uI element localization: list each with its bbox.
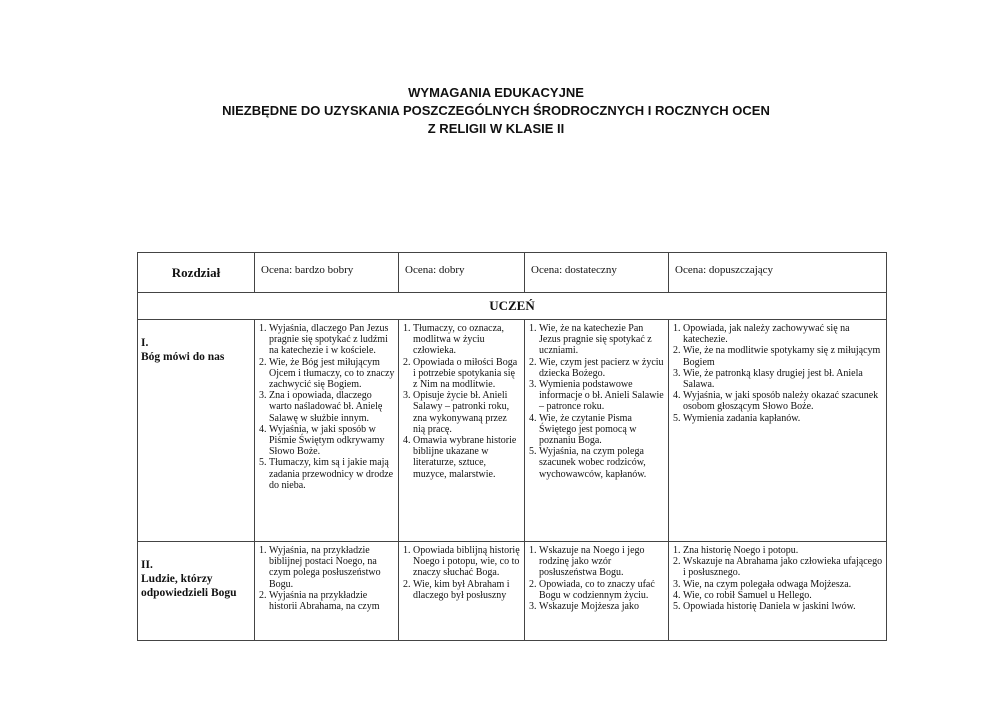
- item-number: 5.: [673, 601, 681, 613]
- item-number: 3.: [259, 390, 267, 402]
- item-number: 5.: [259, 457, 267, 469]
- subheader-student: UCZEŃ: [138, 293, 887, 320]
- item-number: 2.: [673, 345, 681, 357]
- item-text: Wie, że na katechezie Pan Jezus pragnie się spotykać z uczniami.: [539, 323, 652, 357]
- item-number: 2.: [259, 356, 267, 368]
- item-text: Wskazuje Mojżesza jako: [539, 601, 639, 613]
- item-number: 3.: [673, 578, 681, 590]
- requirement-list: [669, 542, 886, 615]
- item-number: 3.: [529, 379, 537, 391]
- item-text: Wyjaśnia, dlaczego Pan Jezus pragnie się spotykać z ludźmi na katechezie i w kościele.: [269, 323, 389, 357]
- requirement-list: [255, 320, 398, 494]
- item-number: 2.: [529, 578, 537, 590]
- list-item: [529, 357, 665, 379]
- item-text: Wie, czym jest pacierz w życiu dziecka Bożego.: [539, 356, 664, 379]
- requirements-table: [137, 252, 887, 641]
- list-item: [673, 579, 883, 590]
- document-title: [0, 84, 992, 138]
- list-item: [259, 457, 395, 491]
- item-text: Wie, co robił Samuel u Hellego.: [683, 589, 812, 601]
- grade-cell-acceptable: [669, 542, 887, 641]
- item-text: Wie, kim był Abraham i dlaczego był posłuszny: [413, 578, 510, 601]
- grade-cell-good: [399, 320, 525, 542]
- header-grade-good: Ocena: dobry: [399, 253, 525, 293]
- item-text: Wyjaśnia na przykładzie historii Abrahama, na czym: [269, 589, 380, 613]
- item-number: 5.: [673, 412, 681, 424]
- grade-cell-sufficient: [525, 542, 669, 641]
- item-number: 4.: [403, 435, 411, 447]
- item-text: Wyjaśnia, w jaki sposób w Piśmie Świętym odkrywamy Słowo Boże.: [269, 423, 385, 458]
- item-number: 3.: [673, 367, 681, 379]
- item-number: 2.: [673, 556, 681, 568]
- list-item: [529, 545, 665, 579]
- header-grade-very-good: Ocena: bardzo bobry: [255, 253, 399, 293]
- item-text: Wskazuje na Noego i jego rodzinę jako wzór posłuszeństwa Bogu.: [539, 545, 645, 579]
- item-text: Wyjaśnia, w jaki sposób należy okazać szacunek osobom głoszącym Słowo Boże.: [683, 390, 879, 413]
- list-item: [259, 545, 395, 590]
- list-item: [403, 357, 521, 391]
- grade-cell-very-good: [255, 320, 399, 542]
- grade-cell-good: [399, 542, 525, 641]
- title-line-1: WYMAGANIA EDUKACYJNE: [408, 85, 584, 100]
- item-text: Wie, na czym polegała odwaga Mojżesza.: [683, 578, 852, 590]
- list-item: [529, 413, 665, 447]
- item-text: Zna i opowiada, dlaczego warto naśladować bł. Anielę Salawę w służbie innym.: [269, 390, 383, 424]
- item-text: Opisuje życie bł. Anieli Salawy – patronki roku, zna wykonywaną przez nią pracę.: [413, 390, 510, 435]
- item-text: Opowiada historię Daniela w jaskini lwów.: [683, 601, 856, 613]
- item-number: 4.: [673, 589, 681, 601]
- list-item: [673, 413, 883, 424]
- list-item: [529, 379, 665, 413]
- list-item: [529, 601, 665, 612]
- requirement-list: [255, 542, 398, 615]
- item-text: Wymienia podstawowe informacje o bł. Anieli Salawie – patronce roku.: [539, 379, 664, 413]
- item-number: 1.: [673, 323, 681, 334]
- item-number: 5.: [529, 446, 537, 458]
- item-text: Wie, że czytanie Pisma Świętego jest pomocą w poznaniu Boga.: [539, 412, 637, 447]
- list-item: [403, 435, 521, 480]
- item-number: 2.: [403, 356, 411, 368]
- list-item: [259, 390, 395, 424]
- table-row: [138, 320, 887, 542]
- header-grade-acceptable: Ocena: dopuszczający: [669, 253, 887, 293]
- item-number: 1.: [259, 323, 267, 334]
- item-number: 3.: [403, 390, 411, 402]
- list-item: [673, 601, 883, 612]
- item-number: 2.: [259, 589, 267, 601]
- item-text: Opowiada biblijną historię Noego i potopu, wie, co to znaczy słuchać Boga.: [413, 545, 520, 579]
- item-number: 1.: [259, 545, 267, 556]
- item-number: 4.: [259, 423, 267, 435]
- item-text: Wie, że Bóg jest miłującym Ojcem i tłumaczy, co to znaczy zachwycić się Bogiem.: [269, 356, 395, 391]
- item-text: Wie, że na modlitwie spotykamy się z miłującym Bogiem: [683, 345, 881, 368]
- list-item: [259, 424, 395, 458]
- item-text: Zna historię Noego i potopu.: [683, 545, 799, 556]
- list-item: [403, 390, 521, 435]
- section-title: Bóg mówi do nas: [141, 351, 225, 363]
- item-text: Wyjaśnia, na przykładzie biblijnej postaci Noego, na czym polega posłuszeństwo Bogu.: [269, 545, 381, 590]
- item-text: Opowiada, jak należy zachowywać się na katechezie.: [683, 323, 850, 346]
- title-line-2: NIEZBĘDNE DO UZYSKANIA POSZCZEGÓLNYCH ŚRODROCZNYCH I ROCZNYCH OCEN: [222, 103, 770, 118]
- list-item: [673, 545, 883, 556]
- item-text: Wymienia zadania kapłanów.: [683, 412, 801, 424]
- list-item: [529, 323, 665, 357]
- table-row: [138, 542, 887, 641]
- item-number: 1.: [673, 545, 681, 556]
- requirement-list: [525, 542, 668, 615]
- item-text: Wie, że patronką klasy drugiej jest bł. Aniela Salawa.: [683, 367, 863, 391]
- section-number: II.: [141, 559, 153, 571]
- list-item: [673, 368, 883, 390]
- item-text: Omawia wybrane historie biblijne ukazane w literaturze, sztuce, muzyce, malarstwie.: [413, 435, 517, 480]
- list-item: [673, 556, 883, 578]
- section-number: I.: [141, 337, 149, 349]
- header-grade-sufficient: Ocena: dostateczny: [525, 253, 669, 293]
- list-item: [259, 590, 395, 612]
- item-number: 1.: [403, 323, 411, 334]
- item-number: 2.: [403, 578, 411, 590]
- item-text: Opowiada o miłości Boga i potrzebie spotykania się z Nim na modlitwie.: [413, 356, 518, 391]
- list-item: [673, 345, 883, 367]
- header-chapter: Rozdział: [138, 253, 255, 293]
- grade-cell-acceptable: [669, 320, 887, 542]
- item-number: 1.: [529, 545, 537, 556]
- list-item: [673, 323, 883, 345]
- list-item: [529, 579, 665, 601]
- requirement-list: [525, 320, 668, 483]
- list-item: [403, 323, 521, 357]
- grade-cell-very-good: [255, 542, 399, 641]
- item-text: Tłumaczy, kim są i jakie mają zadania przewodnicy w drodze do nieba.: [269, 457, 394, 491]
- item-number: 1.: [403, 545, 411, 556]
- list-item: [403, 545, 521, 579]
- title-line-3: Z RELIGII W KLASIE II: [427, 121, 565, 136]
- requirement-list: [399, 542, 524, 604]
- list-item: [673, 390, 883, 412]
- list-item: [259, 323, 395, 357]
- item-number: 3.: [529, 601, 537, 613]
- grade-cell-sufficient: [525, 320, 669, 542]
- list-item: [259, 357, 395, 391]
- section-title-cell: [138, 542, 255, 641]
- subheader-row: [138, 293, 887, 320]
- item-text: Wyjaśnia, na czym polega szacunek wobec rodziców, wychowawców, kapłanów.: [539, 446, 647, 480]
- requirement-list: [399, 320, 524, 483]
- item-text: Wskazuje na Abrahama jako człowieka ufającego i posłusznego.: [683, 556, 883, 579]
- section-title: Ludzie, którzy odpowiedzieli Bogu: [141, 573, 237, 599]
- requirement-list: [669, 320, 886, 427]
- item-text: Opowiada, co to znaczy ufać Bogu w codziennym życiu.: [539, 578, 655, 601]
- list-item: [403, 579, 521, 601]
- item-number: 2.: [529, 356, 537, 368]
- list-item: [529, 446, 665, 480]
- item-number: 4.: [529, 412, 537, 424]
- list-item: [673, 590, 883, 601]
- section-title-cell: [138, 320, 255, 542]
- item-number: 1.: [529, 323, 537, 334]
- item-text: Tłumaczy, co oznacza, modlitwa w życiu człowieka.: [413, 323, 504, 357]
- table-header-row: [138, 253, 887, 293]
- item-number: 4.: [673, 390, 681, 402]
